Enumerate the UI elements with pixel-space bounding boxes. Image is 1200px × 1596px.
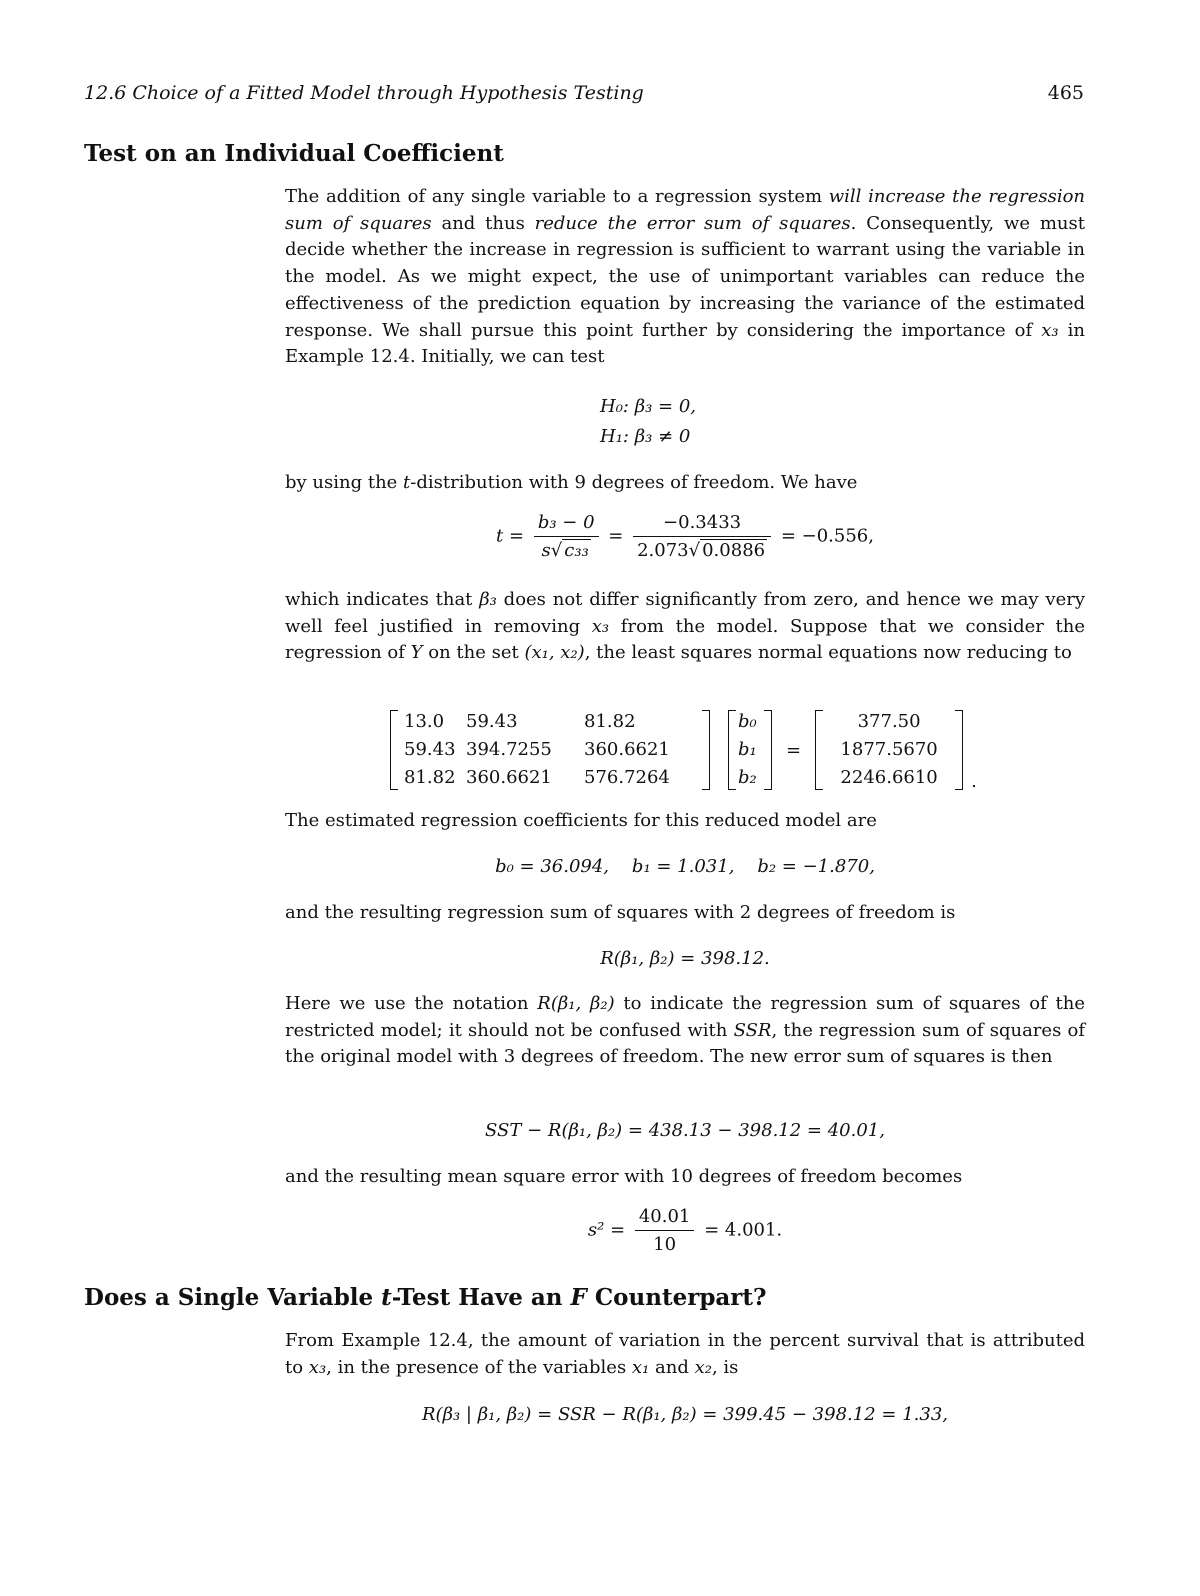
unknowns-vector: b₀ b₁ b₂ [728,709,772,791]
section-heading-t-test-f-counterpart: Does a Single Variable t-Test Have an F Counterpart? [84,1284,767,1311]
coefficient-matrix: 13.0 59.43 81.82 59.43 394.7255 360.6621 81.82 360.6621 576.7264 [390,709,710,791]
paragraph-t-distribution: by using the t-distribution with 9 degrees of freedom. We have [285,472,858,493]
mse-equation: s² = $\frac{40.01}{10}$ = 4.001. [587,1206,783,1255]
alternative-hypothesis: H₁: β₃ ≠ 0 [600,426,691,447]
t-statistic-equation: t = $\frac{\text{b₃ − 0}}{\text{s√ c₃₃}}$ = $\frac{-0.3433}{2.073√ 0.0886}$ = −0.556, [496,512,874,561]
running-head [84,82,1084,104]
hypotheses [600,392,800,452]
paragraph-notation: Here we use the notation R(β₁, β₂) to indicate the regression sum of squares of the restricted model; it should not be confused with SSR, the regression sum of squares of the original model with 3 degrees of freedom. The new error sum of squares is then [285,993,1085,1068]
t-fraction-numeric: $\frac{-0.3433}{2.073√ 0.0886}$ [633,512,771,561]
restricted-regression-ss: R(β₁, β₂) = 398.12. [600,948,770,969]
running-title: 12.6 Choice of a Fitted Model through Hypothesis Testing [84,82,644,104]
page-number: 465 [1047,82,1084,104]
paragraph-mse: and the resulting mean square error with 10 degrees of freedom becomes [285,1166,963,1187]
error-ss-equation: SST − R(β₁, β₂) = 438.13 − 398.12 = 40.01, [485,1120,885,1141]
normal-equations-matrix: 13.0 59.43 81.82 59.43 394.7255 360.6621 81.82 360.6621 576.7264 b₀ b₁ b₂ = 377.50 1877.5670 2246.6610 . [390,708,977,792]
paragraph-example-12-4: From Example 12.4, the amount of variation in the percent survival that is attributed to x₃, in the presence of the variables x₁ and x₂, is [285,1330,1085,1378]
rhs-vector: 377.50 1877.5670 2246.6610 [815,709,963,791]
t-fraction-symbolic: $\frac{\text{b₃ − 0}}{\text{s√ c₃₃}}$ [534,512,599,561]
coefficient-values: b₀ = 36.094, b₁ = 1.031, b₂ = −1.870, [495,856,875,877]
paragraph-conclusion: which indicates that β₃ does not differ significantly from zero, and hence we may very well feel justified in removing x₃ from the model. Suppose that we consider the regression of Y on the set (x₁, x₂), the least squares normal equations now reducing to [285,589,1086,664]
paragraph-intro: The addition of any single variable to a regression system will increase the regression sum of squares and thus reduce the error sum of squares. Consequently, we must decide whether the increase in regression is sufficient to warrant using the variable in the model. As we might expect, the use of unimportant variables can reduce the effectiveness of the prediction equation by increasing the variance of the estimated response. We shall pursue this point further by considering the importance of x₃ in Example 12.4. Initially, we can test [285,186,1086,368]
section-heading-individual-coefficient: Test on an Individual Coefficient [84,140,504,167]
null-hypothesis: H₀: β₃ = 0, [600,396,697,417]
paragraph-regression-ss: and the resulting regression sum of squares with 2 degrees of freedom is [285,902,956,923]
conditional-regression-ss: R(β₃ | β₁, β₂) = SSR − R(β₁, β₂) = 399.45 − 398.12 = 1.33, [422,1404,948,1425]
paragraph-estimated-coefficients: The estimated regression coefficients for this reduced model are [285,810,877,831]
